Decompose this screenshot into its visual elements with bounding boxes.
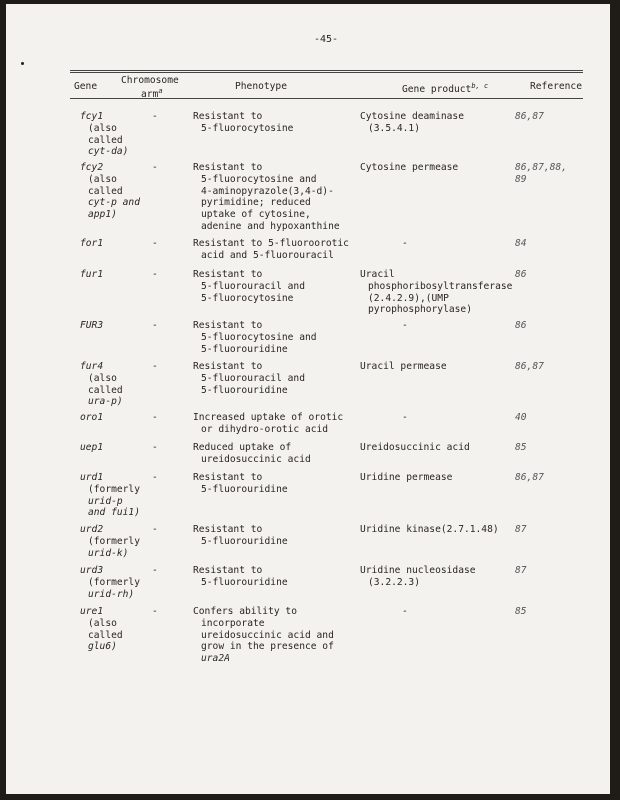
gene-note: (also bbox=[88, 122, 117, 134]
gene-note: (also bbox=[88, 617, 117, 629]
reference-value: 86 bbox=[515, 320, 527, 331]
phenotype-line: 5-fluorouridine bbox=[201, 483, 288, 495]
chromosome-arm-value: - bbox=[152, 320, 158, 331]
gene-product-line: - bbox=[402, 238, 408, 249]
gene-note: called bbox=[88, 629, 123, 641]
gene-note: (formerly bbox=[88, 535, 140, 547]
phenotype-line: 5-fluorocytosine and bbox=[201, 331, 317, 343]
gene-product-line: Uridine kinase(2.7.1.48) bbox=[360, 524, 499, 535]
phenotype-line: uptake of cytosine, bbox=[201, 209, 311, 221]
phenotype-line: Resistant to bbox=[193, 111, 263, 122]
gene-product-line: (2.4.2.9),(UMP bbox=[368, 292, 449, 304]
chromosome-arm-cell bbox=[152, 269, 158, 281]
gene-product-line: - bbox=[402, 412, 408, 423]
phenotype-line: ura2A bbox=[201, 653, 230, 665]
phenotype-cell bbox=[193, 412, 343, 436]
gene-product-cell bbox=[360, 606, 408, 618]
gene-name: fcy1 bbox=[80, 111, 104, 122]
gene-product-line: Ureidosuccinic acid bbox=[360, 442, 470, 453]
gene-note: called bbox=[88, 134, 123, 146]
gene-name: fur1 bbox=[80, 269, 104, 280]
phenotype-cell bbox=[193, 472, 288, 496]
reference-value: 86 bbox=[515, 269, 527, 280]
phenotype-line: Confers ability to bbox=[193, 606, 297, 617]
phenotype-cell bbox=[193, 162, 340, 233]
gene-product-cell bbox=[360, 472, 452, 484]
header-product-footnote: b, c bbox=[471, 82, 489, 90]
phenotype-line: 5-fluorouridine bbox=[201, 535, 288, 547]
reference-cell bbox=[515, 412, 527, 424]
chromosome-arm-cell bbox=[152, 472, 158, 484]
header-product bbox=[402, 81, 488, 95]
gene-product-line: - bbox=[402, 606, 408, 617]
gene-alias: app1) bbox=[88, 209, 117, 221]
phenotype-line: 5-fluorouridine bbox=[201, 384, 288, 396]
gene-product-line: Uracil permease bbox=[360, 361, 447, 372]
table-top-rule bbox=[70, 70, 583, 71]
phenotype-cell bbox=[193, 238, 349, 262]
chromosome-arm-value: - bbox=[152, 524, 158, 535]
phenotype-line: Resistant to 5-fluoroorotic bbox=[193, 238, 349, 249]
chromosome-arm-value: - bbox=[152, 565, 158, 576]
gene-cell bbox=[80, 238, 103, 250]
gene-alias: and fui1) bbox=[88, 507, 140, 519]
phenotype-cell bbox=[193, 361, 305, 396]
chromosome-arm-cell bbox=[152, 606, 158, 618]
gene-name: fur4 bbox=[80, 361, 104, 372]
phenotype-line: ureidosuccinic acid and bbox=[201, 629, 334, 641]
gene-product-line: (3.5.4.1) bbox=[368, 122, 420, 134]
reference-cell bbox=[515, 238, 527, 250]
gene-product-line: Uracil bbox=[360, 269, 395, 280]
gene-cell bbox=[80, 412, 103, 424]
gene-product-cell bbox=[360, 269, 512, 316]
reference-cell bbox=[515, 442, 527, 454]
gene-product-cell bbox=[360, 565, 476, 589]
phenotype-line: ureidosuccinic acid bbox=[201, 453, 311, 465]
header-reference: Reference bbox=[530, 81, 582, 92]
reference-cell bbox=[515, 524, 527, 536]
phenotype-line: pyrimidine; reduced bbox=[201, 197, 311, 209]
gene-product-cell bbox=[360, 162, 458, 174]
reference-value: 84 bbox=[515, 238, 527, 249]
gene-name: ure1 bbox=[80, 606, 104, 617]
gene-cell bbox=[80, 565, 140, 600]
table-top-rule-2 bbox=[70, 72, 583, 73]
header-arm-line1: Chromosome bbox=[121, 75, 179, 86]
reference-value: 87 bbox=[515, 565, 527, 576]
gene-product-line: Uridine nucleosidase bbox=[360, 565, 476, 576]
chromosome-arm-cell bbox=[152, 361, 158, 373]
reference-value: 40 bbox=[515, 412, 527, 423]
header-arm-line2: arm bbox=[141, 89, 159, 101]
gene-product-cell bbox=[360, 238, 408, 250]
gene-alias: urid-p bbox=[88, 495, 123, 507]
header-arm bbox=[121, 75, 179, 100]
phenotype-line: Resistant to bbox=[193, 524, 263, 535]
reference-cell bbox=[515, 606, 527, 618]
phenotype-line: 5-fluorocytosine and bbox=[201, 173, 317, 185]
header-phenotype: Phenotype bbox=[235, 81, 287, 92]
header-gene: Gene bbox=[74, 81, 98, 92]
gene-product-cell bbox=[360, 320, 408, 332]
phenotype-line: Resistant to bbox=[193, 565, 263, 576]
gene-alias: urid-k) bbox=[88, 547, 129, 559]
document-page bbox=[6, 4, 610, 794]
gene-cell bbox=[80, 524, 140, 559]
phenotype-line: 5-fluorocytosine bbox=[201, 122, 294, 134]
phenotype-line: Resistant to bbox=[193, 472, 263, 483]
chromosome-arm-cell bbox=[152, 442, 158, 454]
reference-cell bbox=[515, 472, 544, 484]
phenotype-line: or dihydro-orotic acid bbox=[201, 423, 329, 435]
phenotype-line: 5-fluorocytosine bbox=[201, 292, 294, 304]
phenotype-line: Increased uptake of orotic bbox=[193, 412, 344, 423]
reference-cell bbox=[515, 565, 527, 577]
gene-alias: cyt-p and bbox=[88, 197, 140, 209]
gene-note: called bbox=[88, 384, 123, 396]
chromosome-arm-value: - bbox=[152, 412, 158, 423]
chromosome-arm-value: - bbox=[152, 162, 158, 173]
phenotype-cell bbox=[193, 320, 317, 355]
phenotype-line: grow in the presence of bbox=[201, 641, 334, 653]
reference-value: 85 bbox=[515, 442, 527, 453]
chromosome-arm-value: - bbox=[152, 111, 158, 122]
reference-value: 86,87,88, bbox=[515, 162, 567, 173]
phenotype-line: 5-fluorouracil and bbox=[201, 280, 305, 292]
phenotype-line: Resistant to bbox=[193, 162, 263, 173]
gene-product-line: Uridine permease bbox=[360, 472, 453, 483]
phenotype-line: Reduced uptake of bbox=[193, 442, 292, 453]
gene-cell bbox=[80, 162, 140, 221]
gene-name: fcy2 bbox=[80, 162, 104, 173]
gene-product-line: (3.2.2.3) bbox=[368, 576, 420, 588]
chromosome-arm-value: - bbox=[152, 442, 158, 453]
reference-cell bbox=[515, 320, 527, 332]
reference-value: 86,87 bbox=[515, 472, 544, 483]
gene-name: FUR3 bbox=[80, 320, 104, 331]
gene-cell bbox=[80, 606, 123, 653]
gene-name: for1 bbox=[80, 238, 104, 249]
gene-product-cell bbox=[360, 412, 408, 424]
gene-product-cell bbox=[360, 361, 447, 373]
phenotype-line: 4-aminopyrazole(3,4-d)- bbox=[201, 185, 334, 197]
gene-product-line: phosphoribosyltransferase bbox=[368, 280, 513, 292]
gene-name: urd2 bbox=[80, 524, 104, 535]
phenotype-cell bbox=[193, 111, 293, 135]
phenotype-cell bbox=[193, 269, 305, 304]
gene-name: oro1 bbox=[80, 412, 104, 423]
chromosome-arm-value: - bbox=[152, 238, 158, 249]
gene-name: uep1 bbox=[80, 442, 104, 453]
gene-cell bbox=[80, 269, 103, 281]
chromosome-arm-cell bbox=[152, 162, 158, 174]
gene-note: (also bbox=[88, 372, 117, 384]
phenotype-line: incorporate bbox=[201, 617, 265, 629]
chromosome-arm-value: - bbox=[152, 606, 158, 617]
phenotype-line: 5-fluorouridine bbox=[201, 343, 288, 355]
reference-value: 86,87 bbox=[515, 111, 544, 122]
gene-alias: urid-rh) bbox=[88, 588, 135, 600]
reference-value: 85 bbox=[515, 606, 527, 617]
gene-cell bbox=[80, 111, 128, 158]
phenotype-line: Resistant to bbox=[193, 361, 263, 372]
gene-product-cell bbox=[360, 111, 464, 135]
gene-cell bbox=[80, 320, 103, 332]
gene-product-cell bbox=[360, 524, 499, 536]
gene-product-cell bbox=[360, 442, 470, 454]
gene-note: called bbox=[88, 185, 123, 197]
chromosome-arm-cell bbox=[152, 412, 158, 424]
phenotype-line: 5-fluorouridine bbox=[201, 576, 288, 588]
gene-alias: ura-p) bbox=[88, 396, 123, 408]
chromosome-arm-cell bbox=[152, 238, 158, 250]
gene-alias: glu6) bbox=[88, 641, 117, 653]
chromosome-arm-value: - bbox=[152, 361, 158, 372]
phenotype-line: acid and 5-fluorouracil bbox=[201, 249, 334, 261]
gene-note: (formerly bbox=[88, 483, 140, 495]
gene-product-line: pyrophosphorylase) bbox=[368, 304, 472, 316]
gene-name: urd3 bbox=[80, 565, 104, 576]
chromosome-arm-value: - bbox=[152, 472, 158, 483]
margin-mark bbox=[21, 62, 24, 65]
phenotype-cell bbox=[193, 524, 288, 548]
gene-note: (formerly bbox=[88, 576, 140, 588]
chromosome-arm-cell bbox=[152, 111, 158, 123]
gene-product-line: Cytosine permease bbox=[360, 162, 459, 173]
phenotype-line: Resistant to bbox=[193, 320, 263, 331]
header-rule bbox=[70, 98, 583, 99]
reference-cell bbox=[515, 162, 567, 186]
gene-cell bbox=[80, 472, 140, 519]
reference-cell bbox=[515, 111, 544, 123]
chromosome-arm-cell bbox=[152, 320, 158, 332]
reference-value: 89 bbox=[515, 173, 527, 185]
reference-cell bbox=[515, 269, 527, 281]
chromosome-arm-cell bbox=[152, 565, 158, 577]
reference-value: 86,87 bbox=[515, 361, 544, 372]
header-arm-footnote: a bbox=[158, 87, 163, 95]
chromosome-arm-value: - bbox=[152, 269, 158, 280]
gene-cell bbox=[80, 361, 123, 408]
gene-alias: cyt-da) bbox=[88, 146, 129, 158]
phenotype-cell bbox=[193, 442, 311, 466]
page-number: -45- bbox=[314, 34, 339, 45]
chromosome-arm-cell bbox=[152, 524, 158, 536]
reference-value: 87 bbox=[515, 524, 527, 535]
phenotype-cell bbox=[193, 606, 334, 665]
header-product-label: Gene product bbox=[402, 84, 472, 96]
gene-cell bbox=[80, 442, 103, 454]
phenotype-line: 5-fluorouracil and bbox=[201, 372, 305, 384]
gene-product-line: Cytosine deaminase bbox=[360, 111, 464, 122]
gene-name: urd1 bbox=[80, 472, 104, 483]
phenotype-cell bbox=[193, 565, 288, 589]
gene-note: (also bbox=[88, 173, 117, 185]
reference-cell bbox=[515, 361, 544, 373]
phenotype-line: Resistant to bbox=[193, 269, 263, 280]
gene-product-line: - bbox=[402, 320, 408, 331]
phenotype-line: adenine and hypoxanthine bbox=[201, 220, 340, 232]
